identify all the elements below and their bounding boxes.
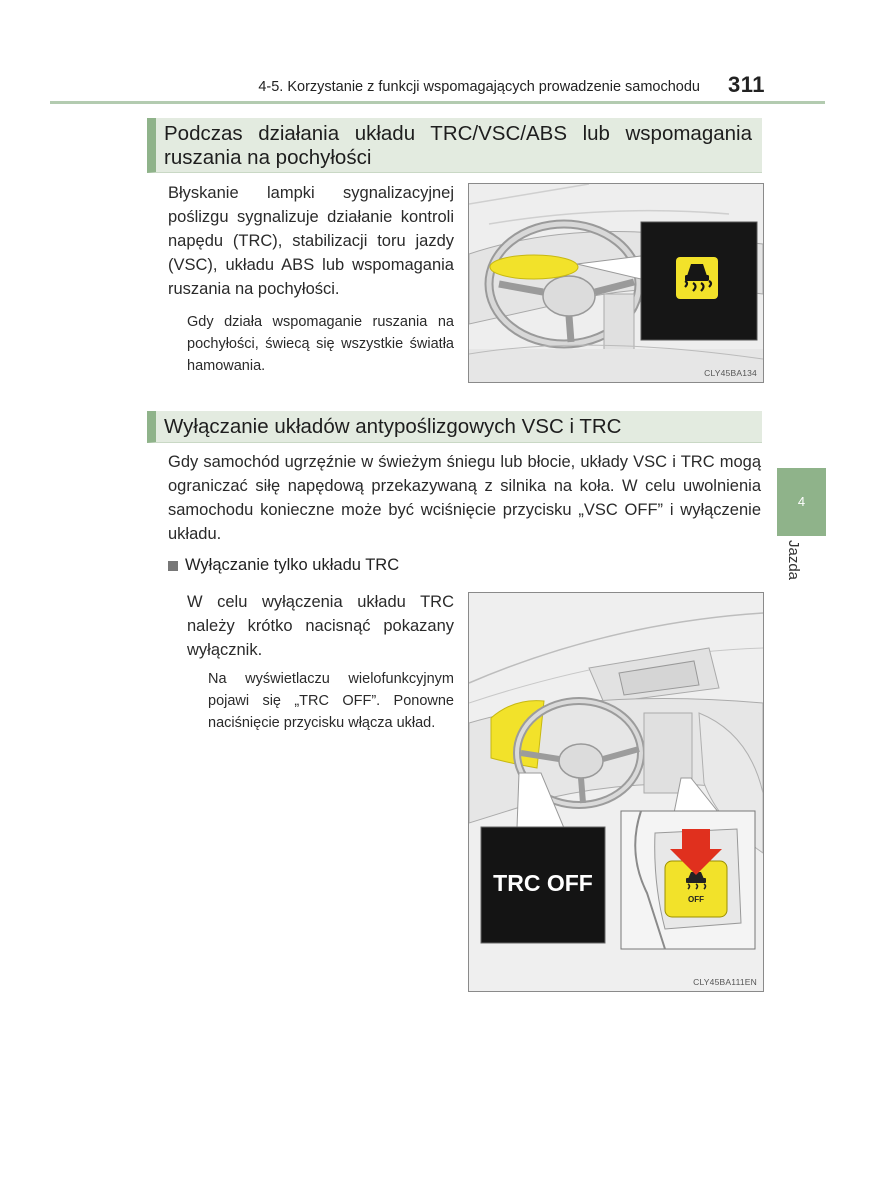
off-button-label: OFF	[688, 895, 704, 904]
running-header-title: 4-5. Korzystanie z funkcji wspomagających prowadzenie samochodu	[258, 79, 700, 95]
chapter-tab	[777, 468, 826, 536]
figure2-code: CLY45BA111EN	[693, 977, 757, 987]
chapter-name-text: Jazda	[785, 540, 802, 581]
figure1-code: CLY45BA134	[704, 368, 757, 378]
subheading-text: Wyłączanie tylko układu TRC	[185, 556, 400, 574]
interior-drawing	[469, 593, 763, 991]
trc-off-display-text: TRC OFF	[493, 870, 593, 896]
trc-off-switch-illustration	[468, 592, 764, 992]
header-divider	[50, 101, 825, 104]
section2-body-text: Gdy samochód ugrzęźnie w świeżym śniegu lub błocie, układy VSC i TRC mogą ograniczać siłę napędową przekazywaną z silnika na koła. W celu uwolnienia samochodu konieczne może być wciśnięcie przycisku „VSC OFF” i wyłączenie układu.	[168, 453, 761, 543]
section-heading-vsc-trc-off: Wyłączanie układów antypoślizgowych VSC i TRC	[147, 411, 762, 443]
subsection-note-text: Na wyświetlaczu wielofunkcyjnym pojawi się „TRC OFF”. Ponowne naciśnięcie przycisku włącza układ.	[208, 671, 454, 731]
chapter-name-vertical	[777, 540, 826, 600]
chapter-number: 4	[797, 494, 806, 509]
subsection-body-text: W celu wyłączenia układu TRC należy krótko nacisnąć pokazany wyłącznik.	[187, 593, 454, 659]
bullet-square-icon	[168, 561, 178, 571]
dashboard-indicator-illustration	[468, 183, 764, 383]
slip-indicator-icon	[676, 257, 718, 299]
page-number: 311	[728, 72, 765, 97]
section1-note-text: Gdy działa wspomaganie ruszania na pochyłości, świecą się wszystkie światła hamowania.	[187, 314, 454, 374]
section-heading-trc-vsc-abs: Podczas działania układu TRC/VSC/ABS lub wspomagania ruszania na pochyłości	[147, 118, 762, 173]
subheading-trc-only	[168, 556, 399, 575]
section1-body-text: Błyskanie lampki sygnalizacyjnej poślizgu sygnalizuje działanie kontroli napędu (TRC), stabilizacji toru jazdy (VSC), układu ABS lub wspomagania ruszania na pochyłości.	[168, 184, 454, 298]
dashboard-drawing	[469, 184, 763, 382]
